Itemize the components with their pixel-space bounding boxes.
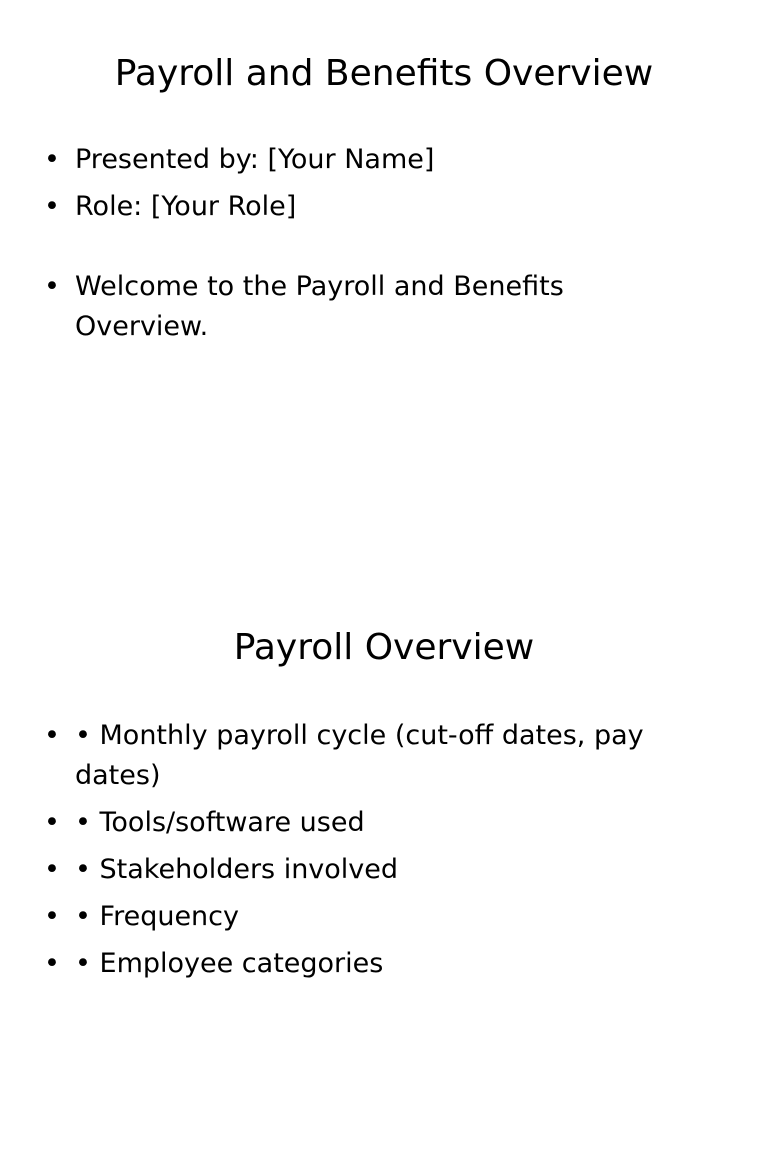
bullet-text: • Tools/software used (75, 807, 365, 838)
slide-title: Payroll Overview (233, 627, 535, 668)
bullet-list (44, 716, 684, 991)
bullet-payroll-cycle (44, 716, 684, 796)
bullet-icon: • (44, 144, 60, 175)
bullet-text: Role: [Your Role] (75, 191, 297, 222)
slide-title: Payroll and Benefits Overview (114, 53, 654, 94)
bullet-text: Presented by: [Your Name] (75, 144, 435, 175)
bullet-icon: • (44, 807, 60, 838)
bullet-welcome (44, 267, 684, 347)
slide-payroll-overview (0, 576, 768, 1152)
bullet-employee-categories (44, 944, 684, 984)
bullet-icon: • (44, 720, 60, 751)
bullet-frequency (44, 897, 684, 937)
bullet-text: • Stakeholders involved (75, 854, 399, 885)
bullet-icon: • (44, 191, 60, 222)
bullet-role (44, 187, 684, 227)
bullet-list (44, 140, 684, 354)
bullet-text: • Employee categories (75, 948, 384, 979)
bullet-icon: • (44, 854, 60, 885)
bullet-text: • Monthly payroll cycle (cut-off dates, pay dates) (75, 720, 644, 791)
bullet-icon: • (44, 271, 60, 302)
bullet-stakeholders (44, 850, 684, 890)
bullet-tools (44, 803, 684, 843)
bullet-icon: • (44, 901, 60, 932)
bullet-presenter (44, 140, 684, 180)
bullet-text: Welcome to the Payroll and Benefits Overview. (75, 271, 564, 342)
bullet-icon: • (44, 948, 60, 979)
bullet-text: • Frequency (75, 901, 239, 932)
